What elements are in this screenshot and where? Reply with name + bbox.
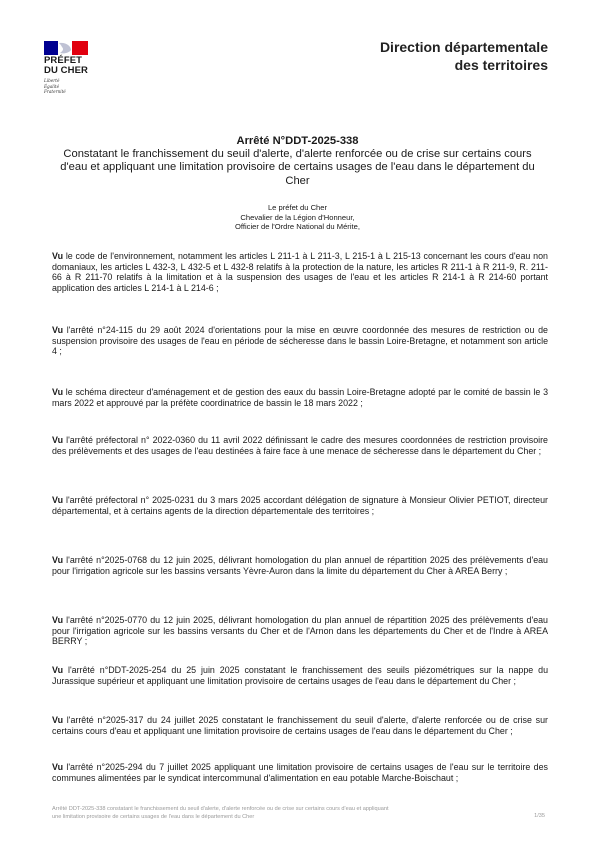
visa-paragraph (52, 387, 548, 408)
logo-line-prefet: PRÉFET (44, 55, 83, 66)
visa-text: le schéma directeur d'aménagement et de gestion des eaux du bassin Loire-Bretagne adopté par le comité de bassin le 3 mars 2022 et approuvé par la préfète coordinatrice de bassin le 18 mars 2022 ; (52, 387, 549, 408)
visa-text: l'arrêté n°2025-0770 du 12 juin 2025, délivrant homologation du plan annuel de répartition 2025 des prélèvements d'eau pour l'irrigation agricole sur les bassins versants du Cher et de l'Arnon dans les départements du Cher et de l'Indre à AREA BERRY ; (52, 615, 548, 647)
visa-paragraph (52, 325, 548, 357)
prefecture-logo (44, 40, 104, 95)
visa-text: l'arrêté préfectoral n° 2022-0360 du 11 avril 2022 définissant le cadre des mesures coordonnées de restriction provisoire des prélèvements et des usages de l'eau destinées à faire face à une menace de sécheresse dans le département du Cher ; (52, 435, 548, 456)
republic-motto (44, 78, 104, 95)
visa-prefix: Vu (52, 665, 64, 675)
visa-paragraph (52, 495, 548, 516)
decree-subtitle: Constatant le franchissement du seuil d'alerte, d'alerte renforcée ou de crise sur certains cours d'eau et appliquant une limitation provisoire de certains usages de l'eau dans le département du Cher (60, 148, 535, 187)
signatory-line-2: Chevalier de la Légion d'Honneur, (240, 212, 355, 222)
motto-egalite: Égalité (44, 83, 60, 89)
visa-prefix: Vu (52, 251, 64, 261)
signatory-line-3: Officier de l'Ordre National du Mérite, (235, 222, 360, 232)
visa-paragraph (52, 251, 548, 293)
footer-line-1: Arrêté DDT-2025-338 constatant le franchissement du seuil d'alerte, d'alerte renforcée ou de crise sur certains cours d'eau et appliquant (52, 806, 389, 812)
motto-fraternite: Fraternité (44, 89, 66, 95)
visa-paragraph (52, 762, 548, 783)
decree-title-block (52, 134, 543, 188)
visa-text: l'arrêté n°24-115 du 29 août 2024 d'orientations pour la mise en œuvre coordonnée des mesures de restriction ou de suspension provisoire des usages de l'eau en période de sécheresse dans le bassin Loire-Bretagne, et notamment son article 4 ; (52, 325, 548, 357)
visa-text: l'arrêté n°2025-317 du 24 juillet 2025 constatant le franchissement du seuil d'alerte, d'alerte renforcée ou de crise sur certains cours d'eau et appliquant une limitation provisoire de certains usages de l'eau dans le département du Cher ; (52, 715, 548, 736)
motto-liberte: Liberté (44, 78, 60, 83)
visa-prefix: Vu (52, 762, 64, 772)
visa-text: l'arrêté n°2025-294 du 7 juillet 2025 appliquant une limitation provisoire de certains usages de l'eau sur le territoire des communes alimentées par le syndicat intercommunal d'alimentation en eau potable Marche-Boischaut ; (52, 762, 548, 783)
visa-paragraph (52, 555, 548, 576)
service-name (380, 38, 548, 74)
page-number: 1/35 (534, 813, 545, 819)
visa-prefix: Vu (52, 495, 64, 505)
visa-paragraph (52, 435, 548, 456)
service-line-1: Direction départementale (379, 39, 548, 55)
visa-text: l'arrêté préfectoral n° 2025-0231 du 3 mars 2025 accordant délégation de signature à Monsieur Olivier PETIOT, directeur départemental, et à certains agents de la direction départementale des territoires ; (52, 495, 548, 516)
visa-prefix: Vu (52, 715, 64, 725)
service-line-2: des territoires (454, 57, 548, 73)
visa-paragraph (52, 715, 548, 736)
visa-prefix: Vu (52, 555, 64, 565)
decree-title: Arrêté N°DDT-2025-338 (236, 135, 359, 147)
visa-paragraph (52, 665, 548, 686)
visa-paragraph (52, 615, 548, 647)
visa-text: l'arrêté n°2025-0768 du 12 juin 2025, délivrant homologation du plan annuel de répartition 2025 des prélèvements d'eau pour l'irrigation agricole sur les bassins versants Yèvre-Auron dans la limite du département du Cher à AREA Berry ; (52, 555, 548, 576)
marianne-flag-icon (44, 40, 88, 56)
visa-prefix: Vu (52, 435, 64, 445)
footer-line-2: une limitation provisoire de certains usages de l'eau dans le département du Cher (52, 813, 255, 820)
page-footer (52, 806, 548, 821)
visa-prefix: Vu (52, 325, 64, 335)
visa-text: le code de l'environnement, notamment les articles L 211-1 à L 211-3, L 215-1 à L 215-13 concernant les cours d'eau non domaniaux, les articles L 432-3, L 432-5 et L 432-8 relatifs à la protection de la nature, les articles R 211-1 à R 211-9, R. 211-66 à R 211-70 relatifs à la limitation et à la suspension des usages de l'eau et les articles R 214-1 à R 214-60 portant application des articles L 214-1 à L 214-6 ; (52, 251, 548, 293)
visa-prefix: Vu (52, 615, 64, 625)
signatory-line-1: Le préfet du Cher (267, 203, 328, 212)
visa-prefix: Vu (52, 387, 64, 397)
visa-text: l'arrêté n°DDT-2025-254 du 25 juin 2025 constatant le franchissement des seuils piézométriques sur la nappe du Jurassique supérieur et appliquant une limitation provisoire de certains usages de l'eau dans le département du Cher ; (52, 665, 549, 686)
signatory-block (150, 203, 445, 232)
logo-line-cher: DU CHER (44, 65, 88, 76)
